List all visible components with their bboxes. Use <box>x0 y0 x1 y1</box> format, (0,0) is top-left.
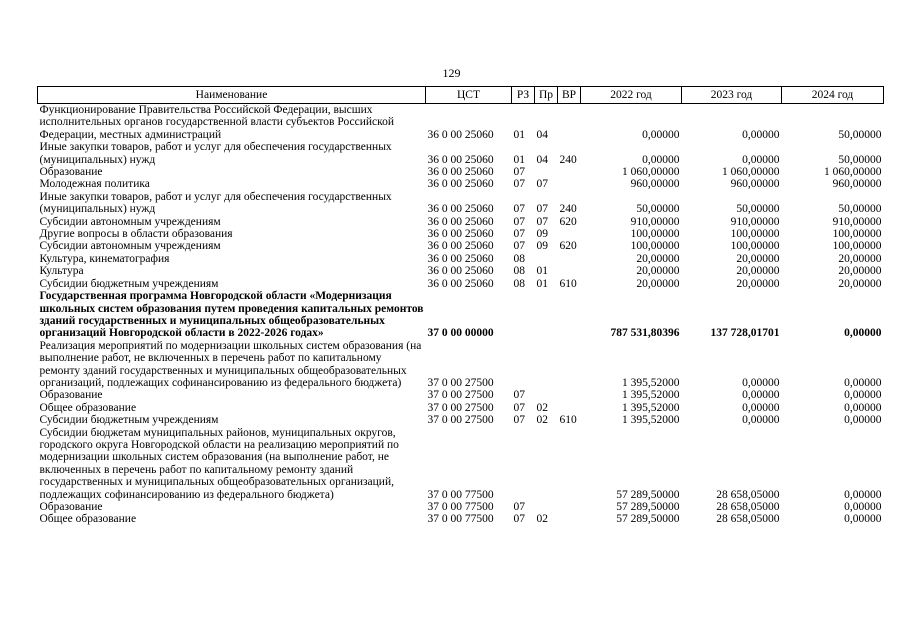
cell-rz: 08 <box>513 265 525 278</box>
cell-2024: 960,00000 <box>832 178 882 191</box>
cell-2023: 20,00000 <box>736 252 780 265</box>
cell-rz: 07 <box>513 414 525 427</box>
cell-pr <box>535 166 558 178</box>
table-row <box>38 427 884 501</box>
cell-pr: 07 <box>536 215 548 228</box>
cell-2024: 0,00000 <box>844 488 882 501</box>
cell-2022: 57 289,50000 <box>616 488 680 501</box>
cell-2023: 910,00000 <box>730 215 780 228</box>
cell-name: Реализация мероприятий по модернизации школьных систем образования (на выполнение работ, не включенных в перечень работ по капитальному ремонту зданий государственных и муниципальных общеобразовательных организаций, подлежащих софинансированию из федерального бюджета) <box>39 339 422 389</box>
cell-vr <box>558 166 581 178</box>
cell-vr <box>558 427 581 501</box>
cell-name: Субсидии бюджетам муниципальных районов, муниципальных округов, городского округа Новгородской области на реализацию мероприятий по модернизации школьных систем образования (на выполнение работ, не включенных в перечень работ по капитальному ремонту зданий государственных и муниципальных общеобразовательных организаций, подлежащих софинансированию из федерального бюджета) <box>39 426 399 501</box>
cell-2022: 100,00000 <box>630 228 680 241</box>
cell-name: Культура, кинематография <box>39 252 170 265</box>
cell-2023: 1 060,00000 <box>722 166 780 179</box>
cell-vr: 620 <box>559 215 577 228</box>
cell-rz: 08 <box>513 277 525 290</box>
cell-2024: 910,00000 <box>832 215 882 228</box>
table-header-row <box>38 87 884 104</box>
cell-vr <box>558 389 581 401</box>
cell-2022: 0,00000 <box>642 128 680 141</box>
cell-rz: 07 <box>513 501 525 513</box>
cell-rz: 07 <box>513 166 525 179</box>
cell-pr: 01 <box>536 265 548 278</box>
cell-2023: 0,00000 <box>742 389 780 402</box>
cell-2022: 57 289,50000 <box>616 501 680 513</box>
cell-2023: 20,00000 <box>736 265 780 278</box>
cell-2022: 50,00000 <box>636 203 680 216</box>
cell-name: Общее образование <box>39 513 137 526</box>
cell-name: Субсидии бюджетным учреждениям <box>39 277 219 290</box>
table-row <box>38 191 884 216</box>
cell-rz <box>512 340 535 390</box>
cell-2023: 0,00000 <box>742 128 780 141</box>
cell-vr <box>558 178 581 190</box>
table-row <box>38 501 884 513</box>
cell-2023: 0,00000 <box>742 153 780 166</box>
cell-2024: 50,00000 <box>838 203 882 216</box>
cell-pr: 07 <box>536 178 548 191</box>
cell-2023: 20,00000 <box>736 277 780 290</box>
cell-2022: 100,00000 <box>630 240 680 253</box>
cell-2023: 0,00000 <box>742 401 780 414</box>
cell-pr <box>535 340 558 390</box>
cell-name: Иные закупки товаров, работ и услуг для обеспечения государственных (муниципальных) нужд <box>39 190 392 216</box>
cell-vr <box>558 402 581 414</box>
cell-name: Другие вопросы в области образования <box>39 228 233 241</box>
cell-vr <box>558 104 581 142</box>
cell-2022: 0,00000 <box>642 153 680 166</box>
cell-2022: 787 531,80396 <box>610 327 680 340</box>
cell-vr <box>558 265 581 277</box>
cell-name: Функционирование Правительства Российской Федерации, высших исполнительных органов государственной власти субъектов Российской Федерации, местных администраций <box>39 104 395 141</box>
cell-rz: 07 <box>513 513 525 526</box>
cell-pr: 04 <box>536 128 548 141</box>
cell-2024: 0,00000 <box>844 389 882 402</box>
cell-rz: 07 <box>513 240 525 253</box>
cell-2022: 20,00000 <box>636 277 680 290</box>
table-row <box>38 228 884 240</box>
cell-2024: 20,00000 <box>838 252 882 265</box>
cell-2022: 1 395,52000 <box>622 401 680 414</box>
cell-rz <box>512 427 535 501</box>
cell-2024: 0,00000 <box>844 513 882 526</box>
cell-2024: 1 060,00000 <box>824 166 882 179</box>
cell-vr: 620 <box>559 240 577 253</box>
col-header-name: Наименование <box>38 87 426 104</box>
cell-pr <box>535 290 558 340</box>
cell-pr: 07 <box>536 203 548 216</box>
cell-2022: 57 289,50000 <box>616 513 680 526</box>
cell-pr: 02 <box>536 513 548 526</box>
col-header-rz: РЗ <box>512 87 535 104</box>
cell-vr: 610 <box>559 414 577 427</box>
cell-cst: 37 0 00 27500 <box>427 376 494 389</box>
cell-pr: 01 <box>536 277 548 290</box>
cell-cst: 37 0 00 00000 <box>427 327 494 340</box>
cell-2024: 20,00000 <box>838 265 882 278</box>
cell-name: Общее образование <box>39 401 137 414</box>
cell-2022: 20,00000 <box>636 252 680 265</box>
cell-name: Иные закупки товаров, работ и услуг для обеспечения государственных (муниципальных) нужд <box>39 141 392 166</box>
cell-rz: 07 <box>513 389 525 402</box>
cell-name: Образование <box>39 501 103 513</box>
cell-cst: 37 0 00 77500 <box>427 513 494 526</box>
table-row <box>38 402 884 414</box>
cell-pr <box>535 501 558 513</box>
cell-vr: 240 <box>559 203 577 216</box>
table-row <box>38 278 884 290</box>
cell-name: Образование <box>39 389 103 402</box>
cell-cst: 36 0 00 25060 <box>427 265 494 278</box>
table-row <box>38 414 884 426</box>
cell-2023: 50,00000 <box>736 203 780 216</box>
cell-name: Культура <box>39 265 84 278</box>
cell-2023: 28 658,05000 <box>716 488 780 501</box>
cell-cst: 36 0 00 25060 <box>427 153 494 166</box>
cell-cst: 36 0 00 25060 <box>427 128 494 141</box>
cell-cst: 36 0 00 25060 <box>427 252 494 265</box>
cell-2022: 1 395,52000 <box>622 389 680 402</box>
cell-2024: 0,00000 <box>844 401 882 414</box>
cell-cst: 36 0 00 25060 <box>427 178 494 191</box>
cell-cst: 37 0 00 27500 <box>427 401 494 414</box>
cell-pr <box>535 253 558 265</box>
cell-pr <box>535 389 558 401</box>
col-header-cst: ЦСТ <box>426 87 512 104</box>
cell-2022: 20,00000 <box>636 265 680 278</box>
cell-rz <box>512 290 535 340</box>
cell-2024: 0,00000 <box>844 414 882 427</box>
page-number: 129 <box>442 66 461 80</box>
cell-pr: 09 <box>536 228 548 241</box>
cell-2023: 100,00000 <box>730 228 780 241</box>
cell-rz: 07 <box>513 203 525 216</box>
cell-2024: 0,00000 <box>844 501 882 513</box>
cell-rz: 07 <box>513 401 525 414</box>
cell-name: Субсидии автономным учреждениям <box>39 240 221 253</box>
cell-2023: 960,00000 <box>730 178 780 191</box>
cell-cst: 37 0 00 27500 <box>427 389 494 402</box>
col-header-pr: Пр <box>535 87 558 104</box>
cell-cst: 36 0 00 25060 <box>427 215 494 228</box>
cell-rz: 01 <box>513 153 525 166</box>
cell-2024: 0,00000 <box>844 327 882 340</box>
cell-pr: 09 <box>536 240 548 253</box>
cell-2024: 20,00000 <box>838 277 882 290</box>
table-row <box>38 253 884 265</box>
budget-table <box>37 86 884 526</box>
table-body <box>38 104 884 526</box>
cell-pr: 04 <box>536 153 548 166</box>
cell-2023: 28 658,05000 <box>716 501 780 513</box>
cell-2024: 50,00000 <box>838 153 882 166</box>
table-row <box>38 240 884 252</box>
cell-pr: 02 <box>536 414 548 427</box>
cell-vr <box>558 228 581 240</box>
cell-2024: 100,00000 <box>832 228 882 241</box>
table-row <box>38 141 884 166</box>
cell-vr <box>558 253 581 265</box>
cell-cst: 36 0 00 25060 <box>427 240 494 253</box>
cell-2022: 1 395,52000 <box>622 414 680 427</box>
cell-2022: 1 060,00000 <box>622 166 680 179</box>
col-header-vr: ВР <box>558 87 581 104</box>
cell-vr <box>558 513 581 525</box>
cell-2023: 28 658,05000 <box>716 513 780 526</box>
cell-rz: 01 <box>513 128 525 141</box>
cell-vr <box>558 501 581 513</box>
col-header-2022: 2022 год <box>581 87 682 104</box>
cell-2023: 100,00000 <box>730 240 780 253</box>
cell-name: Субсидии бюджетным учреждениям <box>39 414 219 427</box>
cell-2023: 137 728,01701 <box>710 327 780 340</box>
cell-cst: 37 0 00 77500 <box>427 488 494 501</box>
cell-2023: 0,00000 <box>742 414 780 427</box>
cell-cst: 36 0 00 25060 <box>427 166 494 179</box>
col-header-2023: 2023 год <box>682 87 782 104</box>
cell-name: Молодежная политика <box>39 178 150 191</box>
cell-cst: 36 0 00 25060 <box>427 277 494 290</box>
table-row <box>38 265 884 277</box>
cell-cst: 37 0 00 77500 <box>427 501 494 513</box>
table-row <box>38 166 884 178</box>
table-row <box>38 104 884 142</box>
col-header-2024: 2024 год <box>782 87 884 104</box>
cell-2024: 100,00000 <box>832 240 882 253</box>
table-row <box>38 216 884 228</box>
cell-cst: 36 0 00 25060 <box>427 203 494 216</box>
cell-name: Субсидии автономным учреждениям <box>39 215 221 228</box>
cell-pr <box>535 427 558 501</box>
table-row <box>38 178 884 190</box>
cell-2023: 0,00000 <box>742 376 780 389</box>
cell-2022: 1 395,52000 <box>622 376 680 389</box>
table-row <box>38 513 884 525</box>
table-row <box>38 340 884 390</box>
cell-rz: 07 <box>513 178 525 191</box>
cell-rz: 07 <box>513 228 525 241</box>
cell-vr <box>558 340 581 390</box>
cell-rz: 07 <box>513 215 525 228</box>
cell-name: Государственная программа Новгородской области «Модернизация школьных систем образования путем проведения капитальных ремонтов зданий государственных и муниципальных общеобразовательных организаций Новгородской области в 2022-2026 годах» <box>39 290 424 340</box>
cell-cst: 36 0 00 25060 <box>427 228 494 241</box>
cell-pr: 02 <box>536 401 548 414</box>
cell-vr <box>558 290 581 340</box>
cell-2024: 0,00000 <box>844 376 882 389</box>
cell-cst: 37 0 00 27500 <box>427 414 494 427</box>
cell-2022: 960,00000 <box>630 178 680 191</box>
table-row <box>38 389 884 401</box>
cell-vr: 610 <box>559 277 577 290</box>
cell-2022: 910,00000 <box>630 215 680 228</box>
cell-2024: 50,00000 <box>838 128 882 141</box>
cell-name: Образование <box>39 166 103 179</box>
table-row <box>38 290 884 340</box>
cell-rz: 08 <box>513 252 525 265</box>
cell-vr: 240 <box>559 153 577 166</box>
